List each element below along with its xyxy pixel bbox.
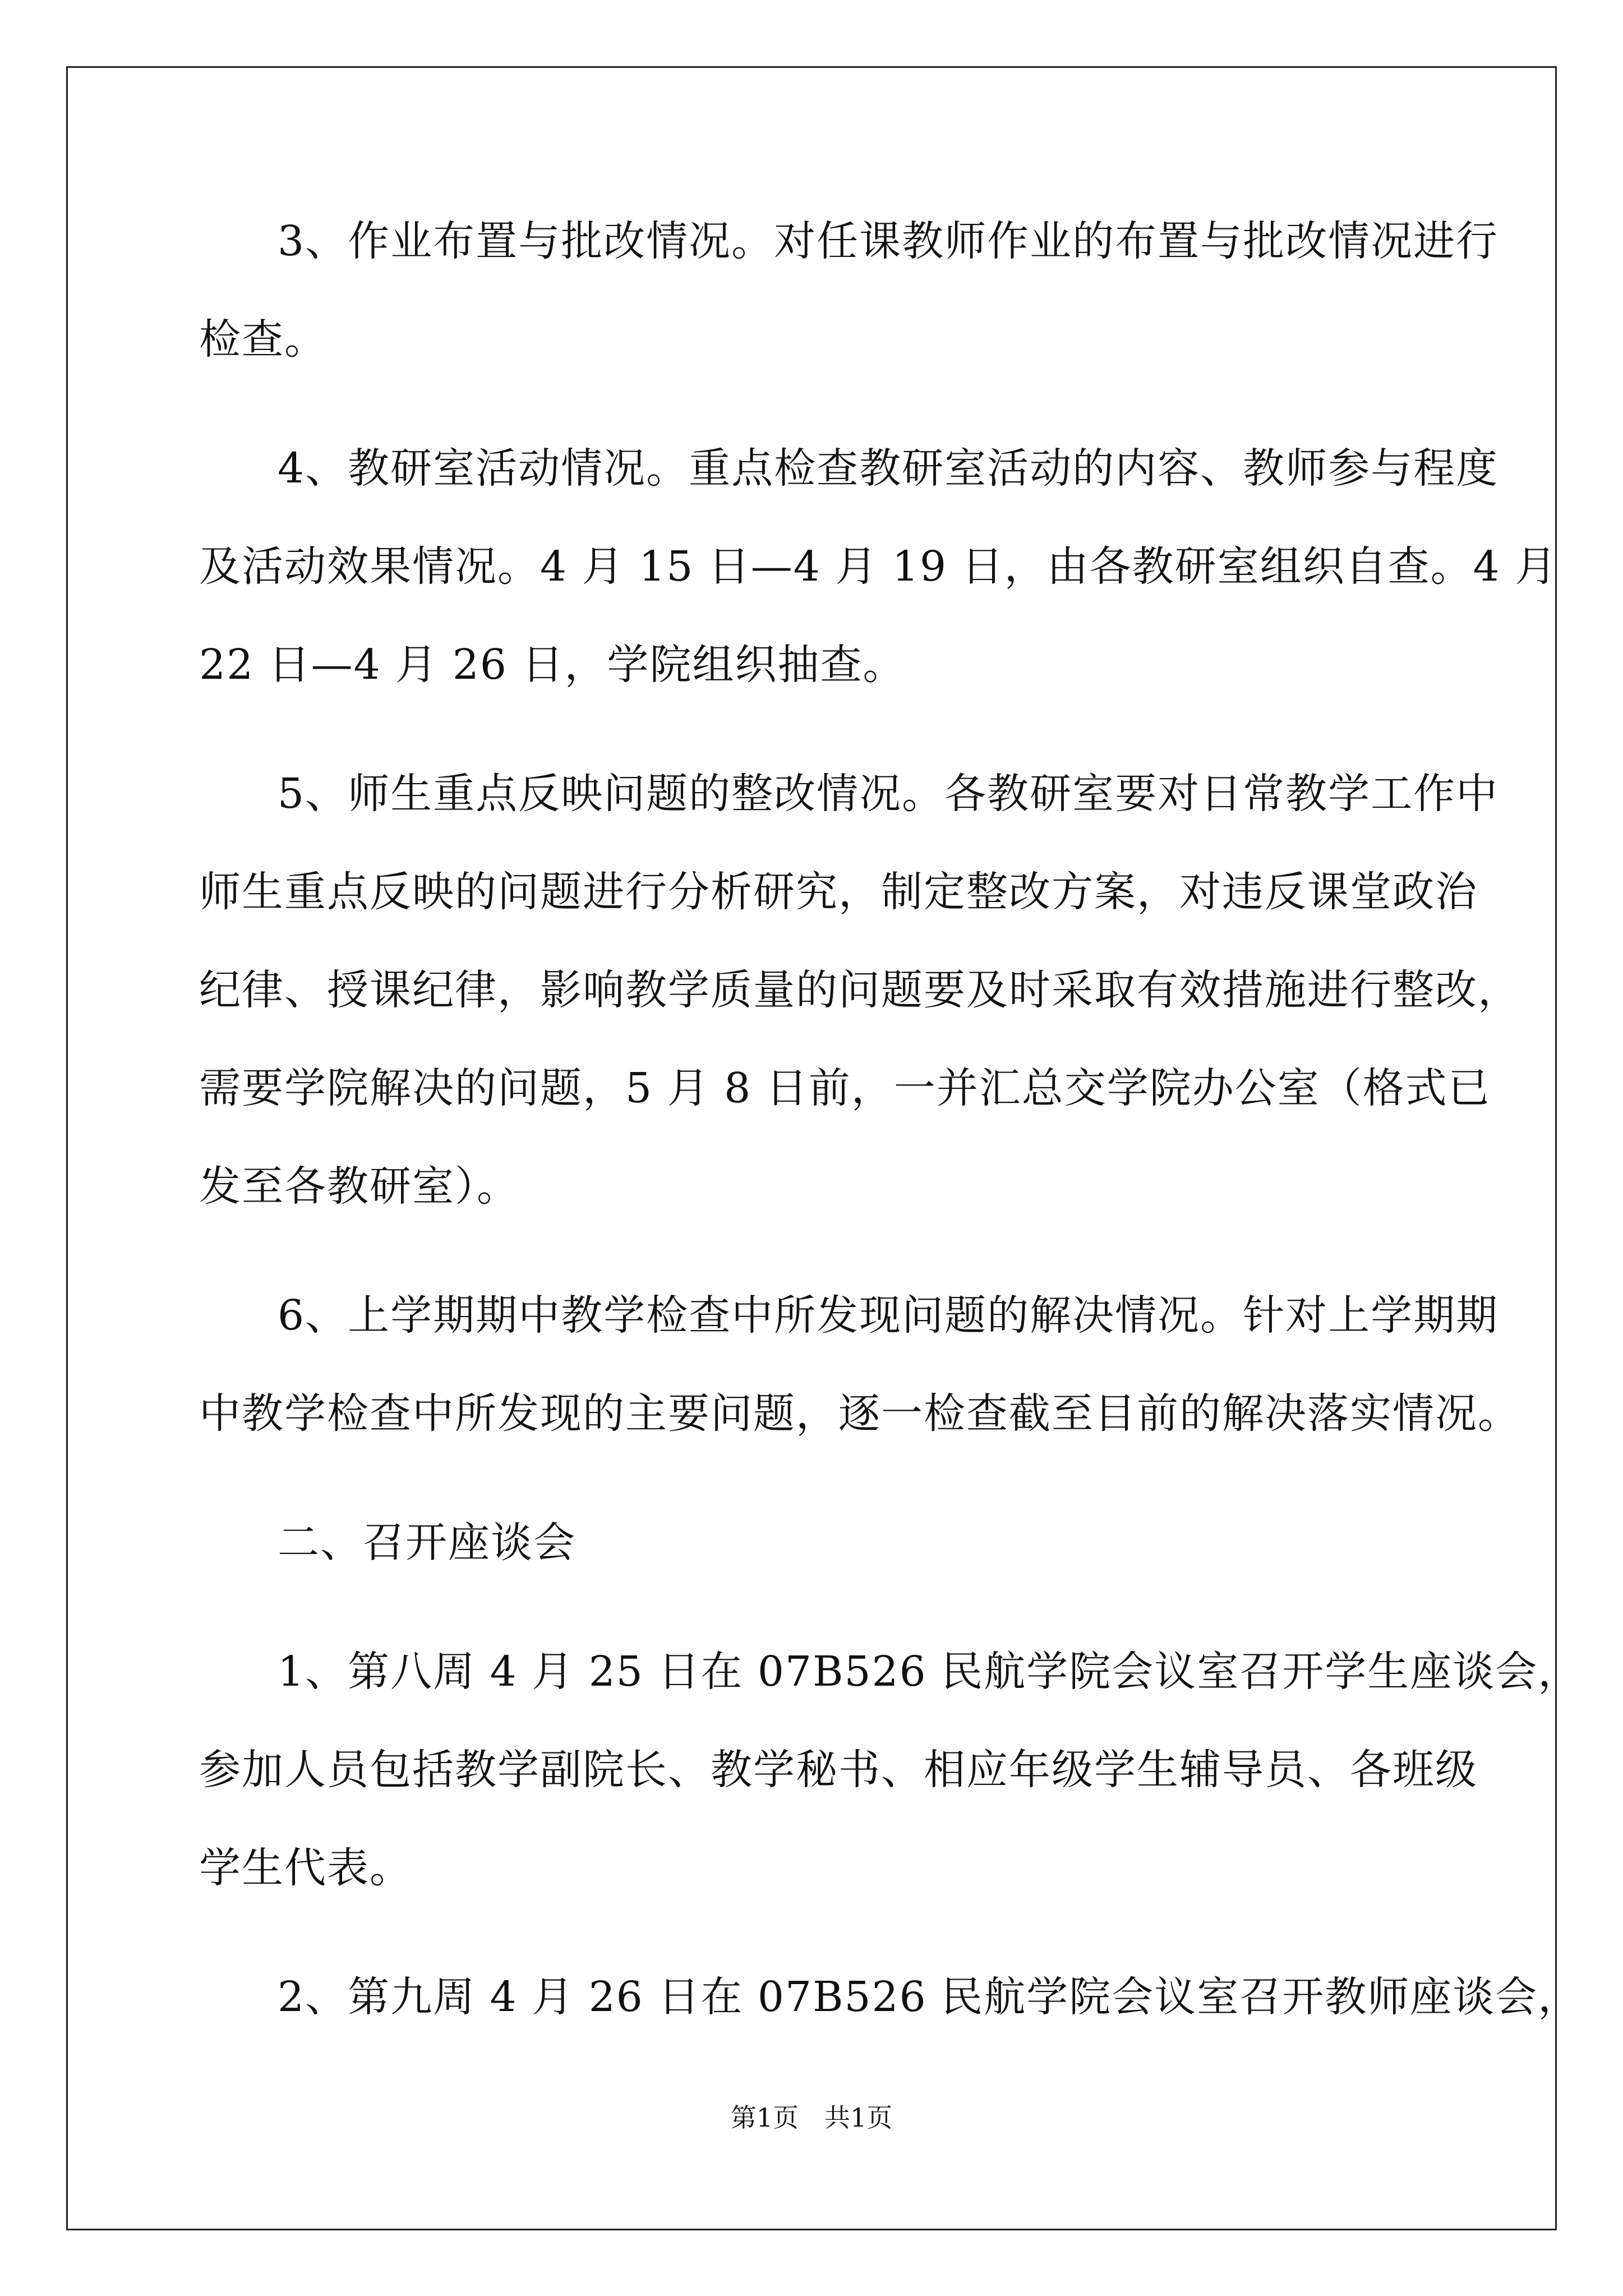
paragraph-6-line-2: 中教学检查中所发现的主要问题，逐一检查截至目前的解决落实情况。: [199, 1389, 1520, 1438]
paragraph-4-line-1: 4、教研室活动情况。重点检查教研室活动的内容、教师参与程度: [278, 444, 1499, 493]
item-1-line-3: 学生代表。: [199, 1844, 412, 1892]
paragraph-5-line-4: 需要学院解决的问题，5 月 8 日前，一并汇总交学院办公室（格式已: [199, 1064, 1491, 1112]
paragraph-4-line-2: 及活动效果情况。4 月 15 日—4 月 19 日，由各教研室组织自查。4 月: [199, 542, 1558, 591]
paragraph-5-line-2: 师生重点反映的问题进行分析研究，制定整改方案，对违反课堂政治: [199, 868, 1478, 916]
paragraph-5-line-5: 发至各教研室）。: [199, 1162, 519, 1211]
paragraph-6-line-1: 6、上学期期中教学检查中所发现问题的解决情况。针对上学期期: [278, 1291, 1499, 1340]
paragraph-5-line-3: 纪律、授课纪律，影响教学质量的问题要及时采取有效措施进行整改，: [199, 966, 1520, 1014]
item-1-line-1: 1、第八周 4 月 25 日在 07B526 民航学院会议室召开学生座谈会，: [278, 1648, 1581, 1696]
paragraph-5-line-1: 5、师生重点反映问题的整改情况。各教研室要对日常教学工作中: [278, 770, 1499, 818]
paragraph-3-line-2: 检查。: [199, 315, 327, 364]
page-number-footer: 第1页 共1页: [730, 2102, 893, 2133]
page-border: [66, 66, 1581, 2230]
item-1-line-2: 参加人员包括教学副院长、教学秘书、相应年级学生辅导员、各班级: [199, 1746, 1478, 1794]
item-2-line-1: 2、第九周 4 月 26 日在 07B526 民航学院会议室召开教师座谈会，: [278, 1973, 1581, 2021]
section-heading: 二、召开座谈会: [278, 1519, 576, 1567]
paragraph-3-line-1: 3、作业布置与批改情况。对任课教师作业的布置与批改情况进行: [278, 217, 1499, 265]
paragraph-4-line-3: 22 日—4 月 26 日，学院组织抽查。: [199, 641, 906, 689]
